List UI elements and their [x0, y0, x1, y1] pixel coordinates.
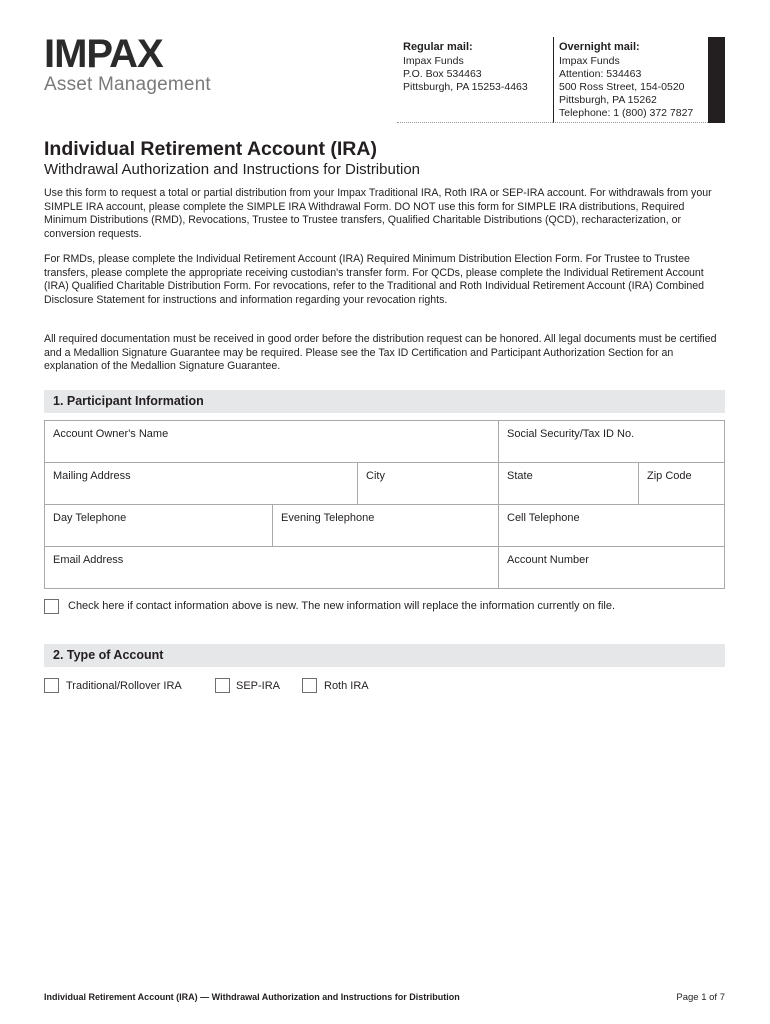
form-subtitle: Withdrawal Authorization and Instructions for Distribution [44, 161, 421, 178]
account-number-field[interactable] [498, 547, 724, 588]
regular-mail-title: Regular mail: [403, 41, 473, 53]
field-label: Account Owner's Name [53, 428, 169, 440]
field-label: Day Telephone [53, 512, 127, 524]
ssn-field[interactable] [498, 421, 724, 462]
mailing-address-field[interactable] [45, 463, 357, 504]
field-label: Evening Telephone [281, 512, 375, 524]
logo-wordmark: IMPAX [44, 32, 163, 76]
field-label: Social Security/Tax ID No. [507, 428, 635, 440]
traditional-ira-label: Traditional/Rollover IRA [66, 680, 182, 692]
form-row [45, 546, 724, 588]
roth-ira-label: Roth IRA [324, 680, 369, 692]
overnight-mail-address [553, 37, 708, 123]
overnight-mail-title: Overnight mail: [559, 41, 640, 53]
intro-paragraph: Use this form to request a total or partial distribution from your Impax Traditional IRA, Roth IRA or SEP-IRA account. For withdrawals from your SIMPLE IRA account, please complete the SIMPLE IRA Withdrawal Form. DO NOT use this form for SIMPLE IRA distributions, Required Minimum Distributions (RMD), Revocations, Trustee to Trustee transfers, Qualified Charitable Distributions (QCD), recharacterization, or conversion requests. [44, 187, 712, 240]
overnight-mail-line: 500 Ross Street, 154-0520 [559, 81, 685, 93]
section-type-of-account-header: 2. Type of Account [44, 644, 725, 667]
regular-mail-line: P.O. Box 534463 [403, 68, 482, 80]
logo-subtitle: Asset Management [44, 74, 211, 95]
impax-logo [44, 32, 244, 96]
participant-info-grid [44, 420, 725, 589]
field-label: State [507, 470, 533, 482]
field-label: Cell Telephone [507, 512, 580, 524]
section-participant-information-header: 1. Participant Information [44, 390, 725, 413]
email-address-field[interactable] [45, 547, 498, 588]
new-contact-info-checkbox[interactable] [44, 599, 59, 614]
page-number: Page 1 of 7 [676, 992, 725, 1003]
form-row [45, 462, 724, 504]
field-label: Mailing Address [53, 470, 131, 482]
sep-ira-checkbox[interactable] [215, 678, 230, 693]
new-contact-info-label: Check here if contact information above is new. The new information will replace the information currently on file. [68, 600, 616, 612]
field-label: City [366, 470, 385, 482]
account-owner-name-field[interactable] [45, 421, 498, 462]
traditional-ira-checkbox[interactable] [44, 678, 59, 693]
zip-code-field[interactable] [638, 463, 724, 504]
form-row [45, 504, 724, 546]
regular-mail-line: Pittsburgh, PA 15253-4463 [403, 81, 528, 93]
state-field[interactable] [498, 463, 638, 504]
regular-mail-line: Impax Funds [403, 55, 464, 67]
overnight-mail-line: Attention: 534463 [559, 68, 642, 80]
city-field[interactable] [357, 463, 498, 504]
sep-ira-label: SEP-IRA [236, 680, 281, 692]
field-label: Zip Code [647, 470, 692, 482]
intro-paragraph: All required documentation must be received in good order before the distribution request can be honored. All legal documents must be certified and a Medallion Signature Guarantee may be required. Please see the Tax ID Certification and Participant Authorization Section for an explanation of the Medallion Signature Guarantee. [44, 333, 717, 373]
decorative-side-bar [708, 37, 725, 123]
field-label: Email Address [53, 554, 124, 566]
day-telephone-field[interactable] [45, 505, 272, 546]
evening-telephone-field[interactable] [272, 505, 498, 546]
field-label: Account Number [507, 554, 589, 566]
footer-document-title: Individual Retirement Account (IRA) — Withdrawal Authorization and Instructions for Distribution [44, 992, 460, 1002]
form-title: Individual Retirement Account (IRA) [44, 138, 377, 160]
roth-ira-checkbox[interactable] [302, 678, 317, 693]
overnight-mail-line: Telephone: 1 (800) 372 7827 [559, 107, 694, 119]
regular-mail-address [397, 37, 553, 123]
form-row [45, 420, 724, 462]
overnight-mail-line: Pittsburgh, PA 15262 [559, 94, 657, 106]
cell-telephone-field[interactable] [498, 505, 724, 546]
overnight-mail-line: Impax Funds [559, 55, 620, 67]
intro-paragraph: For RMDs, please complete the Individual Retirement Account (IRA) Required Minimum Distribution Election Form. For Trustee to Trustee transfers, please complete the appropriate receiving custodian's transfer form. For QCDs, please complete the Individual Retirement Account (IRA) Qualified Charitable Distribution Form. For revocations, refer to the Traditional and Roth Individual Retirement Account (IRA) Combined Disclosure Statement for instructions and information regarding your revocation rights. [44, 253, 705, 306]
